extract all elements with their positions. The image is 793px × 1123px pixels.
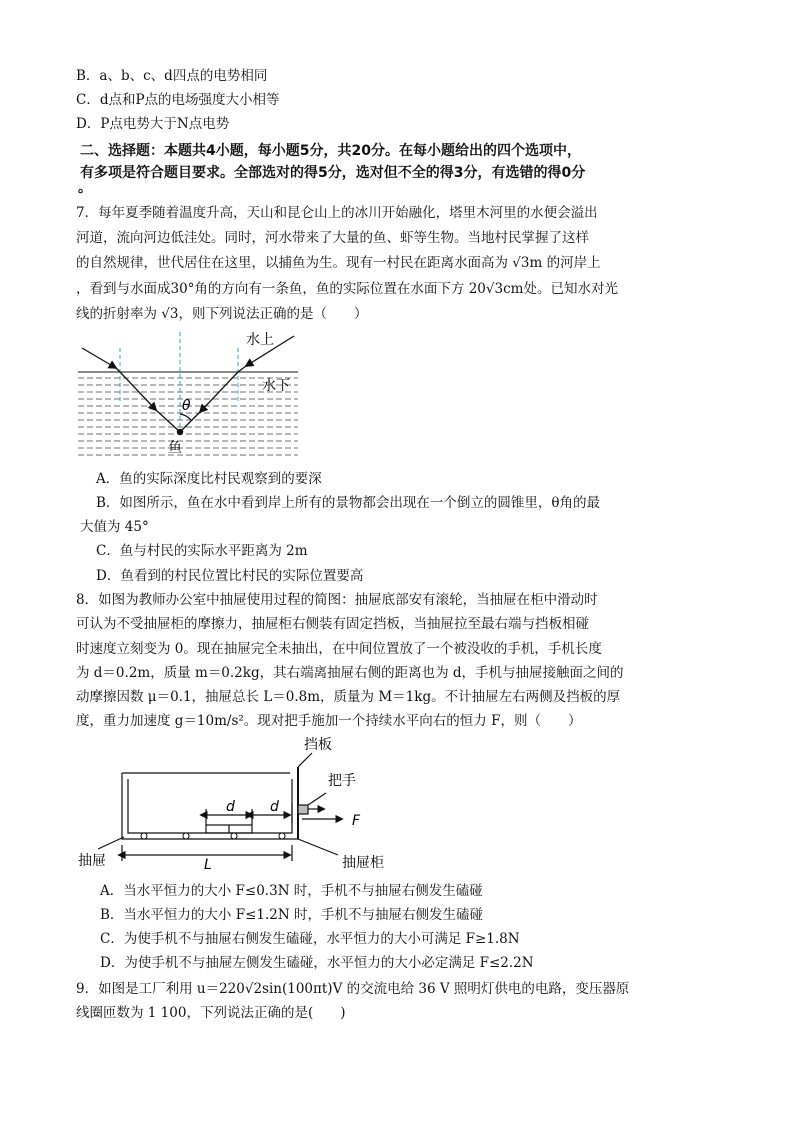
label-handle: 把手 — [328, 773, 356, 789]
angle-theta: θ — [182, 398, 191, 414]
prev-option-c: C．d点和P点的电场强度大小相等 — [76, 92, 280, 108]
q7-stem-3: 的自然规律，世代居住在这里，以捕鱼为生。现有一村民在距离水面高为 √3m 的河岸上 — [76, 255, 601, 271]
label-below-water: 水下 — [262, 378, 290, 394]
q8-stem-2: 可认为不受抽屉柜的摩擦力，抽屉柜右侧装有固定挡板，当抽屉拉至最右端与挡板相碰 — [76, 616, 589, 632]
q7-stem-2: 河道，流向河边低洼处。同时，河水带来了大量的鱼、虾等生物。当地村民掌握了这样 — [76, 230, 589, 246]
q9-stem-2: 线圈匝数为 1 100，下列说法正确的是( ) — [76, 1005, 346, 1021]
q8-drawer-diagram — [76, 733, 406, 873]
label-drawer: 抽屉 — [78, 853, 106, 869]
q7-option-b: B．如图所示，鱼在水中看到岸上所有的景物都会出现在一个倒立的圆锥里，θ角的最 — [96, 495, 601, 511]
label-d2: d — [270, 799, 279, 815]
label-d1: d — [226, 799, 235, 815]
q8-option-d: D．为使手机不与抽屉左侧发生磕碰，水平恒力的大小必定满足 F≤2.2N — [100, 955, 534, 971]
q8-stem-6: 度，重力加速度 g＝10m/s²。现对把手施加一个持续水平向右的恒力 F，则（ ） — [76, 713, 582, 729]
q7-option-c: C．鱼与村民的实际水平距离为 2m — [96, 543, 308, 559]
label-length: L — [204, 857, 212, 873]
section-heading-line2: 有多项是符合题目要求。全部选对的得5分，选对但不全的得3分，有选错的得0分 — [80, 165, 586, 181]
label-fish: 鱼 — [168, 440, 182, 456]
label-force: F — [352, 813, 361, 829]
q8-option-c: C．为使手机不与抽屉右侧发生磕碰，水平恒力的大小可满足 F≥1.8N — [100, 931, 520, 947]
label-cabinet: 抽屉柜 — [342, 855, 384, 871]
q7-option-a: A．鱼的实际深度比村民观察到的要深 — [96, 471, 322, 487]
q7-stem-5: 线的折射率为 √3，则下列说法正确的是（ ） — [76, 306, 368, 322]
section-heading-line3: 。 — [78, 180, 92, 196]
q8-option-b: B．当水平恒力的大小 F≤1.2N 时，手机不与抽屉右侧发生磕碰 — [100, 907, 483, 923]
fish-dot — [177, 429, 183, 435]
q8-option-a: A．当水平恒力的大小 F≤0.3N 时，手机不与抽屉右侧发生磕碰 — [100, 883, 483, 899]
q7-option-d: D．鱼看到的村民位置比村民的实际位置要高 — [96, 568, 364, 584]
q9-stem-1: 9．如图是工厂利用 u＝220√2sin(100πt)V 的交流电给 36 V 照明灯供电的电路，变压器原 — [76, 981, 630, 997]
section-heading-line1: 二、选择题：本题共4小题，每小题5分，共20分。在每小题给出的四个选项中， — [80, 143, 581, 159]
prev-option-d: D．P点电势大于N点电势 — [76, 116, 230, 132]
label-baffle: 挡板 — [304, 737, 332, 753]
q8-stem-5: 动摩擦因数 μ＝0.1，抽屉总长 L＝0.8m，质量为 M＝1kg。不计抽屉左右两侧及挡板的厚 — [76, 689, 621, 705]
q7-stem-1: 7．每年夏季随着温度升高，天山和昆仑山上的冰川开始融化，塔里木河里的水便会溢出 — [76, 205, 598, 221]
q7-option-b-cont: 大值为 45° — [80, 519, 149, 535]
q8-stem-4: 为 d＝0.2m，质量 m＝0.2kg，其右端离抽屉右侧的距离也为 d，手机与抽屉接触面之间的 — [76, 665, 624, 681]
prev-option-b: B．a、b、c、d四点的电势相同 — [76, 68, 268, 84]
q8-stem-3: 时速度立刻变为 0。现在抽屉完全未抽出，在中间位置放了一个被没收的手机，手机长度 — [76, 641, 602, 657]
q7-refraction-diagram — [76, 328, 306, 460]
q7-stem-4: ，看到与水面成30°角的方向有一条鱼，鱼的实际位置在水面下方 20√3cm处。已知水对光 — [76, 281, 618, 297]
q8-stem-1: 8．如图为教师办公室中抽屉使用过程的简图：抽屉底部安有滚轮，当抽屉在柜中滑动时 — [76, 592, 598, 608]
label-above-water: 水上 — [246, 332, 274, 348]
